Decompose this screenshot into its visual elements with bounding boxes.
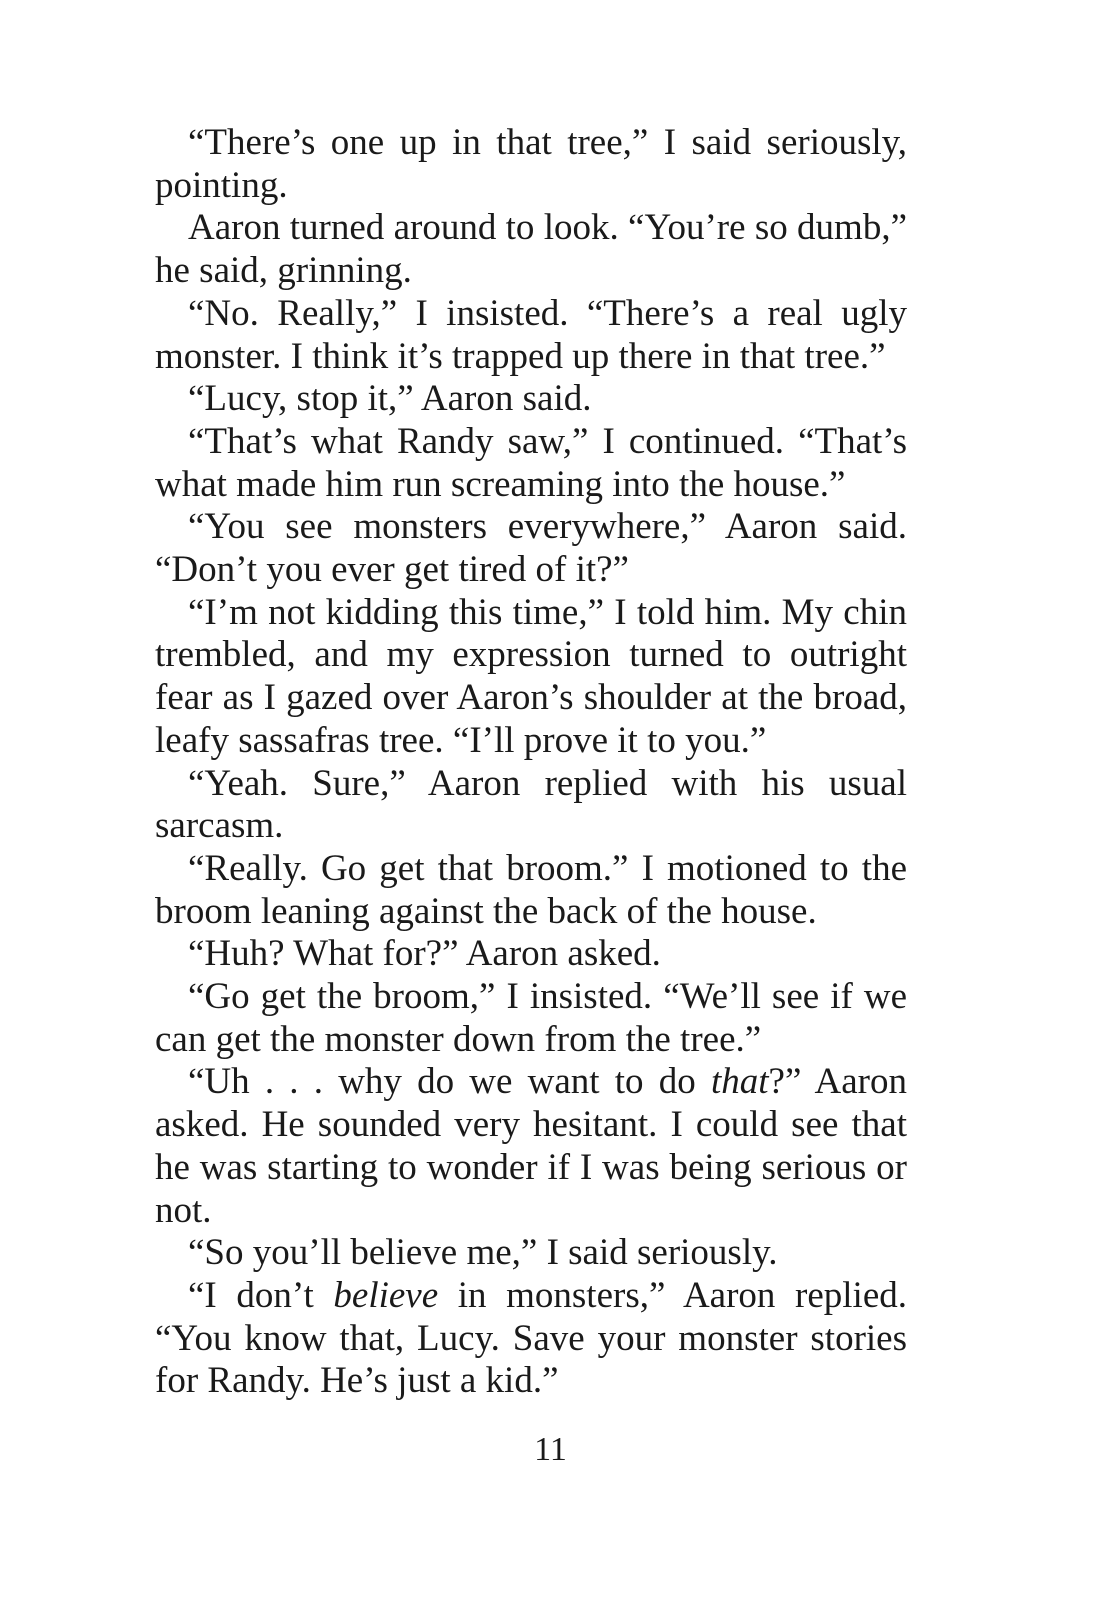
page-number: 11 (534, 1431, 567, 1468)
page-body (155, 122, 907, 1403)
paragraph (155, 1061, 907, 1232)
paragraph (155, 378, 907, 421)
paragraph-text: “I don’t (188, 1274, 334, 1316)
paragraph-text: Aaron turned around to look. “You’re so dumb,” he said, grinning. (155, 207, 907, 292)
paragraph (155, 763, 907, 848)
paragraph (155, 592, 907, 763)
paragraph (155, 848, 907, 933)
paragraph-emphasis: that (710, 1061, 769, 1103)
paragraph (155, 1232, 907, 1275)
paragraph-emphasis: believe (333, 1274, 439, 1316)
paragraph (155, 1275, 907, 1403)
paragraph (155, 122, 907, 207)
paragraph-text: “I’m not kidding this time,” I told him. My chin trembled, and my expression turned to outright fear as I gazed over Aaron’s shoulder at the broad, leafy sassafras tree. “I’ll prove it to you.” (155, 591, 907, 761)
paragraph-text: “Go get the broom,” I insisted. “We’ll see if we can get the monster down from the tree.” (155, 976, 907, 1060)
paragraph-text: “You see monsters everywhere,” Aaron said. “Don’t you ever get tired of it?” (155, 506, 907, 591)
paragraph-text: in monsters,” Aaron replied. “You know that, Lucy. Save your monster stories for Randy. He’s just a kid.” (155, 1274, 907, 1402)
paragraph-text: “Lucy, stop it,” Aaron said. (188, 378, 592, 420)
paragraph-text: “Uh . . . why do we want to do (188, 1061, 711, 1103)
paragraph-text: “Huh? What for?” Aaron asked. (188, 933, 661, 975)
paragraph-text: “Really. Go get that broom.” I motioned to the broom leaning against the back of the house. (155, 847, 907, 932)
paragraph (155, 207, 907, 292)
paragraph (155, 976, 907, 1061)
paragraph-text: “So you’ll believe me,” I said seriously. (188, 1232, 778, 1274)
paragraph-text: “No. Really,” I insisted. “There’s a real ugly monster. I think it’s trapped up there in that tree.” (155, 292, 907, 377)
paragraph (155, 933, 907, 976)
paragraph-text: “There’s one up in that tree,” I said seriously, pointing. (155, 122, 907, 206)
paragraph-text: “That’s what Randy saw,” I continued. “That’s what made him run screaming into the house.” (155, 420, 907, 505)
paragraph (155, 506, 907, 591)
paragraph (155, 421, 907, 506)
paragraph-text: ?” Aaron asked. He sounded very hesitant. I could see that he was starting to wonder if I was being serious or not. (155, 1061, 907, 1231)
paragraph-text: “Yeah. Sure,” Aaron replied with his usual sarcasm. (155, 762, 907, 847)
paragraph (155, 293, 907, 378)
